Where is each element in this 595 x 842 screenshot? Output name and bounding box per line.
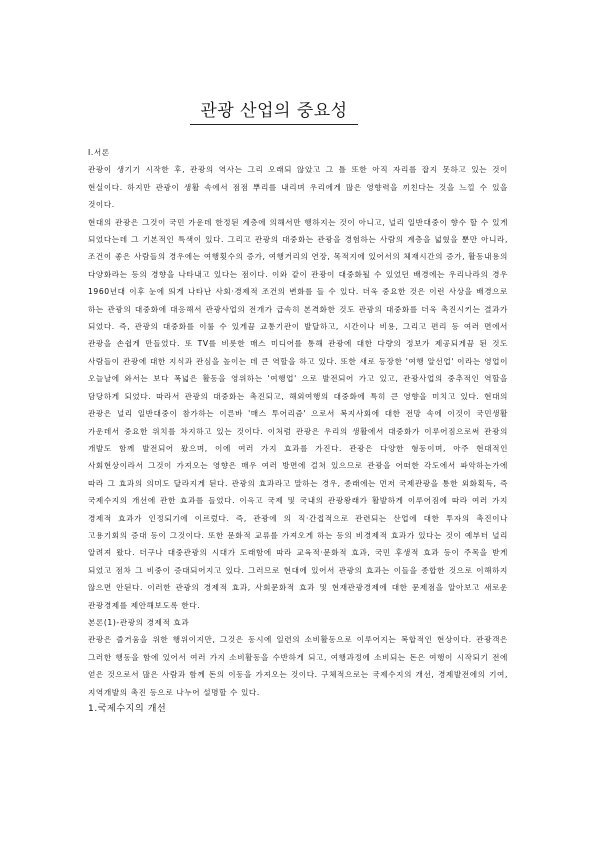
document-title: 관광 산업의 중요성 <box>190 100 358 125</box>
body-paragraph-1: 관광은 즐거움을 위한 행위이지만, 그것은 동시에 일련의 소비활동으로 이루어지는 복합적인 현상이다. 관광객은 그러한 행동을 함에 있어서 여러 가지 소비활동을 수반하게 되고, 여행과정에 소비되는 돈은 여행이 시작되기 전에 얻은 것으로서 많은 사람과 함께 돈의 이동을 가져오는 것이다. 구체적으로는 국제수지의 개선, 경제발전에의 기여, 지역개발의 촉진 등으로 나누어 설명할 수 있다. <box>88 635 508 697</box>
intro-paragraph-2: 현대의 관광은 그것이 국민 가운데 한정된 계층에 의해서만 행하지는 것이 아니고, 널리 일반대중이 향수 할 수 있게 되었다는데 그 기본적인 특색이 있다. 그리고 관광의 대중화는 관광을 경험하는 사람의 계층을 넓혔을 뿐만 아니라, 조건이 좋은 사람들의 경우에는 여행횟수의 증가, 여행거리의 연장, 목적지에 있어서의 체재시간의 증가, 활동내용의 다양화라는 등의 경향을 나타내고 있다는 점이다. 이와 같이 관광이 대중화될 수 있었던 배경에는 우리나라의 경우 1960년대 이후 눈에 띄게 나타난 사회·경제적 조건의 변화를 들 수 있다. 더욱 중요한 것은 이런 사상을 배경으로 하는 관광의 대중화에 대응해서 관광사업의 전개가 급속히 본격화한 것도 관광의 대중화를 더욱 촉진시키는 결과가 되었다. 즉, 관광의 대중화를 이룰 수 있게끔 교통기관이 발달하고, 시간이나 비용, 그리고 편리 등 여러 면에서 관광을 손쉽게 만들었다. 또 TV를 비롯한 매스 미디어를 통해 관광에 대한 다량의 정보가 제공되게끔 된 것도 사람들이 관광에 대한 지식과 관심을 높이는 데 큰 역할을 하고 있다. 또한 새로 등장한 '여행 알선업' 이라는 영업이 오늘날에 와서는 보다 폭넓은 활동을 영위하는 '여행업' 으로 발전되어 가고 있고, 관광사업의 중추적인 역할을 담당하게 되었다. 따라서 관광의 대중화는 촉진되고, 해외여행의 대중화에 특히 큰 영향을 미치고 있다. 현대의 관광은 널리 일반대중이 참가하는 이른바 '매스 투어리즘' 으로서 복지사회에 대한 전망 속에 이것이 국민생활 가운데서 중요한 위치를 차지하고 있는 것이다. 이처럼 관광은 우리의 생활에서 대중화가 이루어짐으로써 관광의 개발도 함께 발전되어 왔으며, 이에 여러 가지 효과를 가진다. 관광은 다양한 형동이며, 아주 현대적인 사회현상이라서 그것이 가져오는 영향은 매우 여러 방면에 걸쳐 있으므로 관광을 어떠한 각도에서 파악하는가에 따라 그 효과의 의미도 달라지게 된다. 관광의 효과라고 말하는 경우, 종래에는 먼저 국제관광을 통한 외화획득, 즉 국제수지의 개선에 관한 효과를 들었다. 이윽고 국제 및 국내의 관광왕래가 활발하게 이루어짐에 따라 여러 가지 경제적 효과가 인정되기에 이르렀다. 즉, 관광에 의 직·간접적으로 관련되는 산업에 대한 투자의 촉진이나 고용기회의 증대 등이 그것이다. 또한 문화적 교류를 가져오게 하는 등의 비경제적 효과가 있다는 것이 예부터 널리 알려져 왔다. 더구나 대중관광의 시대가 도래함에 따라 교육적·문화적 효과, 국민 후생적 효과 등이 주목을 받게 되었고 점차 그 비중이 증대되어지고 있다. 그러므로 현대에 있어서 관광의 효과는 이들을 종합한 것으로 이해하지 않으면 안된다. 이러한 관광의 경제적 효과, 사회문화적 효과 및 현재관광경제에 대한 문제점을 알아보고 새로운 관광경제를 제안해보도록 한다. <box>88 217 508 610</box>
document-body <box>88 144 508 718</box>
section-heading-body-1: 본론(1)-관광의 경제적 효과 <box>88 617 190 627</box>
section-heading-intro: Ⅰ.서론 <box>88 148 110 157</box>
subsection-heading-balance-of-payments: 1.국제수지의 개선 <box>88 704 167 714</box>
intro-paragraph-1: 관광이 생기기 시작한 후, 관광의 역사는 그리 오래되 않았고 그 틀 또한 아직 자리를 잡지 못하고 있는 것이 현실이다. 하지만 관광이 생활 속에서 점점 뿌리를 내리며 우리에게 많은 영향력을 끼친다는 것을 느낄 수 있을 것이다. <box>88 165 508 210</box>
